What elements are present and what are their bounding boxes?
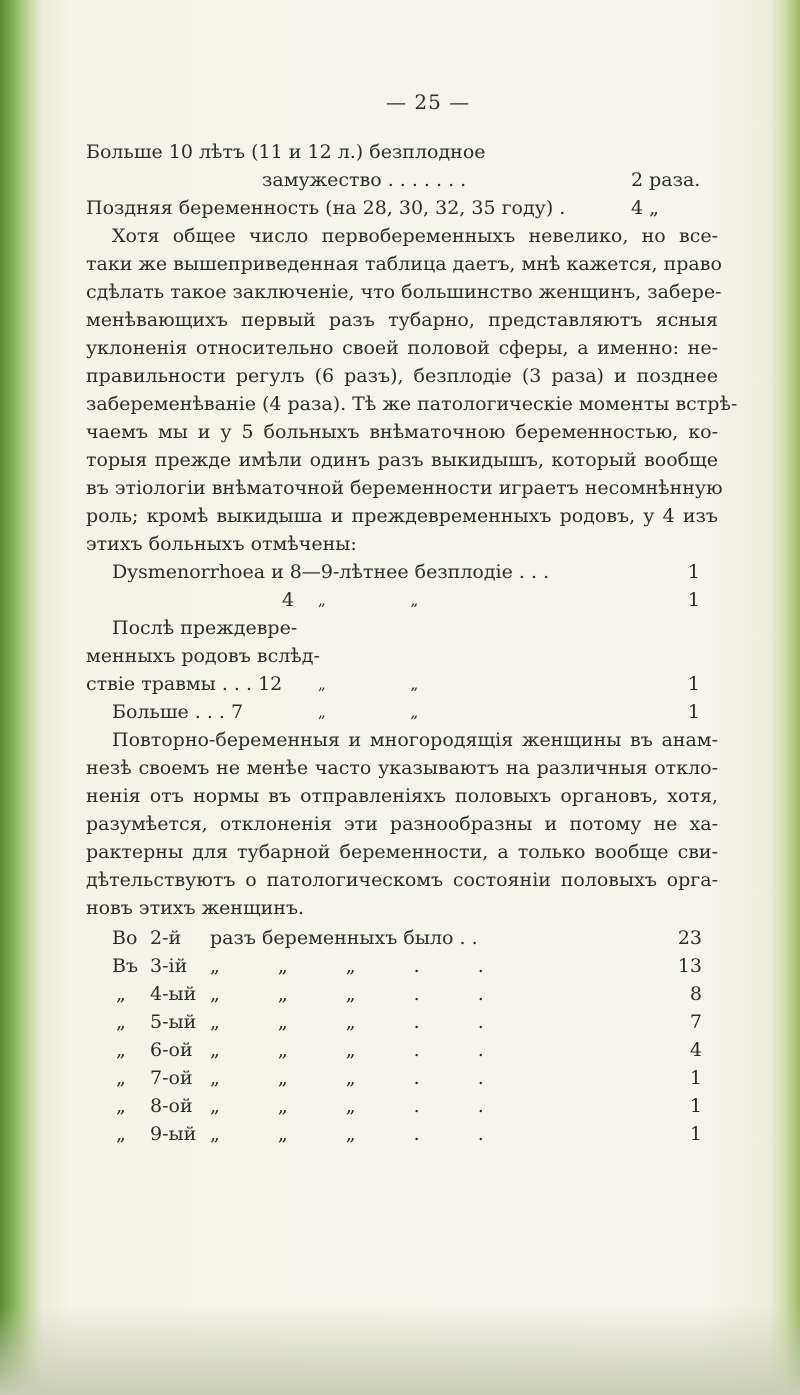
table-row-value: 1	[689, 1095, 702, 1117]
paragraph-line: Повторно-беременныя и многородящія женщины въ анам-	[112, 729, 718, 751]
table-row-text: „ „ „ . .	[210, 955, 484, 977]
paragraph-line: ненія отъ нормы въ отправленіяхъ половыхъ органовъ, хотя,	[86, 785, 718, 807]
page-edge-left	[0, 0, 42, 1395]
table-row-prefix: „	[116, 1123, 126, 1145]
paragraph-line: уклоненія относительно своей половой сферы, а именно: не-	[86, 337, 718, 359]
paragraph-line: рактерны для тубарной беременности, а только вообще сви-	[86, 841, 718, 863]
paragraph-line: торыя прежде имѣли одинъ разъ выкидышъ, который вообще	[86, 449, 718, 471]
intro-line-1: Больше 10 лѣтъ (11 и 12 л.) безплодное	[86, 141, 486, 163]
table-row-value: 23	[677, 927, 702, 949]
table-row-prefix: Въ	[112, 955, 139, 977]
table-row-prefix: „	[116, 1067, 126, 1089]
intro-line-2-value: 2 раза.	[631, 169, 701, 191]
list-row-1-text: Dysmenorrhoea и 8—9-лѣтнее безплодіе . . .	[112, 561, 550, 583]
table-row-text: разъ беременныхъ было . .	[210, 927, 478, 949]
table-row-value: 1	[689, 1067, 702, 1089]
table-row-text: „ „ „ . .	[210, 1095, 484, 1117]
table-row-prefix: „	[116, 1011, 126, 1033]
table-row-value: 4	[689, 1039, 702, 1061]
paragraph-line: таки же вышеприведенная таблица даетъ, мнѣ кажется, право	[86, 253, 722, 275]
list-label-line-1: Послѣ преждевре-	[112, 617, 298, 639]
table-row-value: 13	[677, 955, 702, 977]
table-row-text: „ „ „ . .	[210, 1067, 484, 1089]
paragraph-line: правильности регулъ (6 разъ), безплодіе (3 раза) и позднее	[86, 365, 718, 387]
table-row-ordinal: 4-ый	[150, 983, 197, 1005]
list-row-1-value: 1	[687, 561, 700, 583]
page-edge-right	[770, 0, 800, 1395]
table-row-prefix: „	[116, 1039, 126, 1061]
table-row-prefix: „	[116, 983, 126, 1005]
table-row-value: 7	[689, 1011, 702, 1033]
table-row-value: 1	[689, 1123, 702, 1145]
page-bottom-shadow	[0, 1305, 800, 1395]
page-number: — 25 —	[386, 90, 471, 114]
table-row-prefix: „	[116, 1095, 126, 1117]
paragraph-line: чаемъ мы и у 5 больныхъ внѣматочною беременностью, ко-	[86, 421, 718, 443]
list-row-3-value: 1	[687, 673, 700, 695]
paragraph-line: Хотя общее число первобеременныхъ невелико, но все-	[112, 225, 718, 247]
paragraph-line: дѣтельствуютъ о патологическомъ состояніи половыхъ орга-	[86, 869, 718, 891]
list-row-4-ditto: „ „	[318, 703, 459, 721]
list-row-4-text: Больше . . . 7	[112, 701, 244, 723]
paragraph-line: менѣвающихъ первый разъ тубарно, представляютъ ясныя	[86, 309, 718, 331]
paragraph-line: разумѣется, отклоненія эти разнообразны и потому не ха-	[86, 813, 718, 835]
list-row-2-value: 1	[687, 589, 700, 611]
paragraph-line: этихъ больныхъ отмѣчены:	[86, 533, 357, 555]
table-row-ordinal: 7-ой	[150, 1067, 193, 1089]
paragraph-line: роль; кромѣ выкидыша и преждевременныхъ родовъ, у 4 изъ	[86, 505, 718, 527]
paragraph-line: новъ этихъ женщинъ.	[86, 897, 305, 919]
list-row-4-value: 1	[687, 701, 700, 723]
list-label-line-2: менныхъ родовъ вслѣд-	[86, 645, 320, 667]
table-row-text: „ „ „ . .	[210, 1039, 484, 1061]
table-row-text: „ „ „ . .	[210, 983, 484, 1005]
table-row-text: „ „ „ . .	[210, 1011, 484, 1033]
table-row-value: 8	[689, 983, 702, 1005]
paragraph-line: въ этіологіи внѣматочной беременности играетъ несомнѣнную	[86, 477, 723, 499]
table-row-ordinal: 2-й	[150, 927, 182, 949]
paragraph-line: незѣ своемъ не менѣе часто указываютъ на различныя откло-	[86, 757, 718, 779]
intro-line-3-text: Поздняя беременность (на 28, 30, 32, 35 году) .	[86, 197, 566, 219]
table-row-ordinal: 8-ой	[150, 1095, 193, 1117]
table-row-ordinal: 5-ый	[150, 1011, 197, 1033]
paragraph-line: сдѣлать такое заключеніе, что большинство женщинъ, забере-	[86, 281, 722, 303]
table-row-ordinal: 6-ой	[150, 1039, 193, 1061]
intro-line-2-text: замужество . . . . . . .	[262, 169, 467, 191]
list-row-2-ditto: „ „	[318, 591, 459, 609]
table-row-ordinal: 3-ій	[150, 955, 188, 977]
list-label-line-3: ствіе травмы . . . 12	[86, 673, 283, 695]
list-row-3-ditto: „ „	[318, 675, 459, 693]
list-row-2-number: 4	[282, 589, 295, 611]
table-row-ordinal: 9-ый	[150, 1123, 197, 1145]
paragraph-line: забеременѣваніе (4 раза). Тѣ же патологическіе моменты встрѣ-	[86, 393, 738, 415]
table-row-text: „ „ „ . .	[210, 1123, 484, 1145]
intro-line-3-value: 4 „	[631, 197, 659, 219]
table-row-prefix: Во	[112, 927, 138, 949]
